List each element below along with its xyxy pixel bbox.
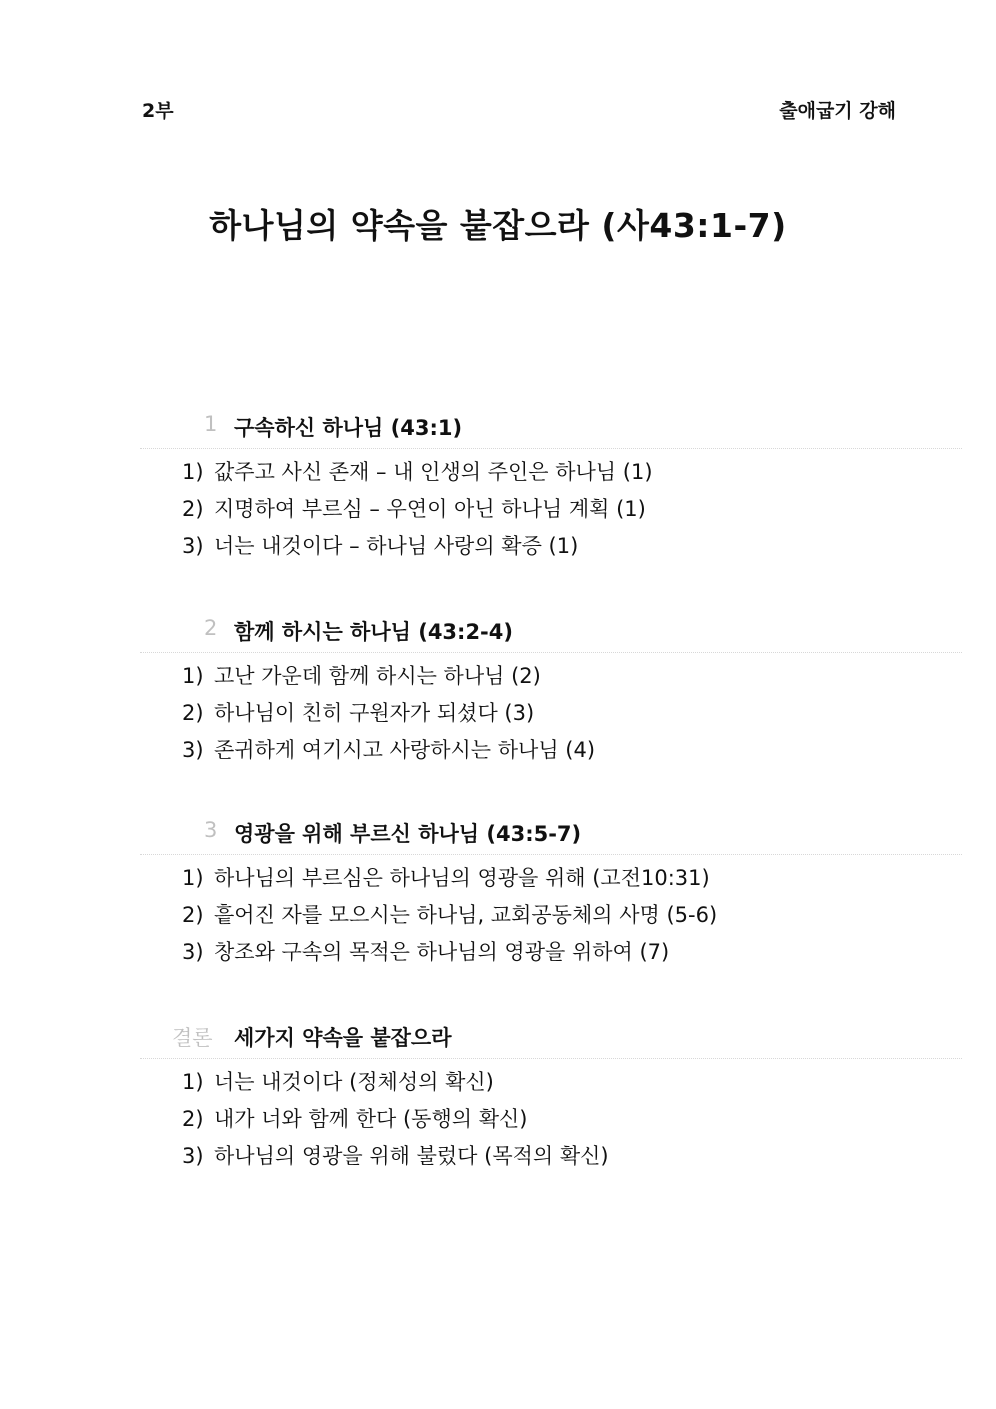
item-number: 1) [182, 1070, 204, 1094]
item-number: 3) [182, 534, 204, 558]
section-3 [140, 818, 962, 974]
item-text: 하나님의 영광을 위해 불렀다 (목적의 확신) [214, 1144, 609, 1168]
section-heading [140, 412, 962, 449]
section-number: 2 [204, 616, 218, 640]
list-item [140, 1067, 962, 1104]
point-list [140, 1067, 962, 1178]
item-number: 2) [182, 497, 204, 521]
section-1 [140, 412, 962, 568]
list-item [140, 457, 962, 494]
list-item [140, 863, 962, 900]
item-text: 존귀하게 여기시고 사랑하시는 하나님 (4) [214, 738, 596, 762]
item-text: 창조와 구속의 목적은 하나님의 영광을 위하여 (7) [214, 940, 670, 964]
item-number: 2) [182, 701, 204, 725]
item-number: 3) [182, 738, 204, 762]
point-list [140, 457, 962, 568]
item-number: 1) [182, 866, 204, 890]
list-item [140, 735, 962, 772]
list-item [140, 937, 962, 974]
item-text: 고난 가운데 함께 하시는 하나님 (2) [214, 664, 541, 688]
section-title: 구속하신 하나님 (43:1) [234, 416, 463, 440]
item-number: 1) [182, 460, 204, 484]
item-text: 너는 내것이다 (정체성의 확신) [214, 1070, 494, 1094]
item-text: 너는 내것이다 – 하나님 사랑의 확증 (1) [214, 534, 579, 558]
item-text: 지명하여 부르심 – 우연이 아닌 하나님 계획 (1) [214, 497, 646, 521]
header-series-label: 출애굽기 강해 [779, 100, 896, 122]
point-list [140, 661, 962, 772]
section-heading [140, 616, 962, 653]
list-item [140, 494, 962, 531]
list-item [140, 1104, 962, 1141]
point-list [140, 863, 962, 974]
item-text: 흩어진 자를 모으시는 하나님, 교회공동체의 사명 (5-6) [214, 903, 718, 927]
list-item [140, 661, 962, 698]
section-title: 영광을 위해 부르신 하나님 (43:5-7) [234, 822, 582, 846]
item-text: 하나님이 친히 구원자가 되셨다 (3) [214, 701, 535, 725]
item-text: 하나님의 부르심은 하나님의 영광을 위해 (고전10:31) [214, 866, 710, 890]
list-item [140, 1141, 962, 1178]
section-number: 1 [204, 412, 218, 436]
section-heading [140, 1022, 962, 1059]
item-number: 3) [182, 1144, 204, 1168]
section-title: 함께 하시는 하나님 (43:2-4) [234, 620, 513, 644]
section-number: 결론 [172, 1026, 213, 1050]
section-heading [140, 818, 962, 855]
section-2 [140, 616, 962, 772]
list-item [140, 531, 962, 568]
item-number: 1) [182, 664, 204, 688]
list-item [140, 900, 962, 937]
list-item [140, 698, 962, 735]
section-number: 3 [204, 818, 218, 842]
header-part-label: 2부 [142, 100, 174, 122]
item-number: 2) [182, 903, 204, 927]
page-title: 하나님의 약속을 붙잡으라 (사43:1-7) [209, 206, 787, 245]
item-number: 2) [182, 1107, 204, 1131]
section-conclusion [140, 1022, 962, 1178]
item-number: 3) [182, 940, 204, 964]
section-title: 세가지 약속을 붙잡으라 [234, 1026, 452, 1050]
item-text: 내가 너와 함께 한다 (동행의 확신) [214, 1107, 528, 1131]
item-text: 값주고 사신 존재 – 내 인생의 주인은 하나님 (1) [214, 460, 653, 484]
